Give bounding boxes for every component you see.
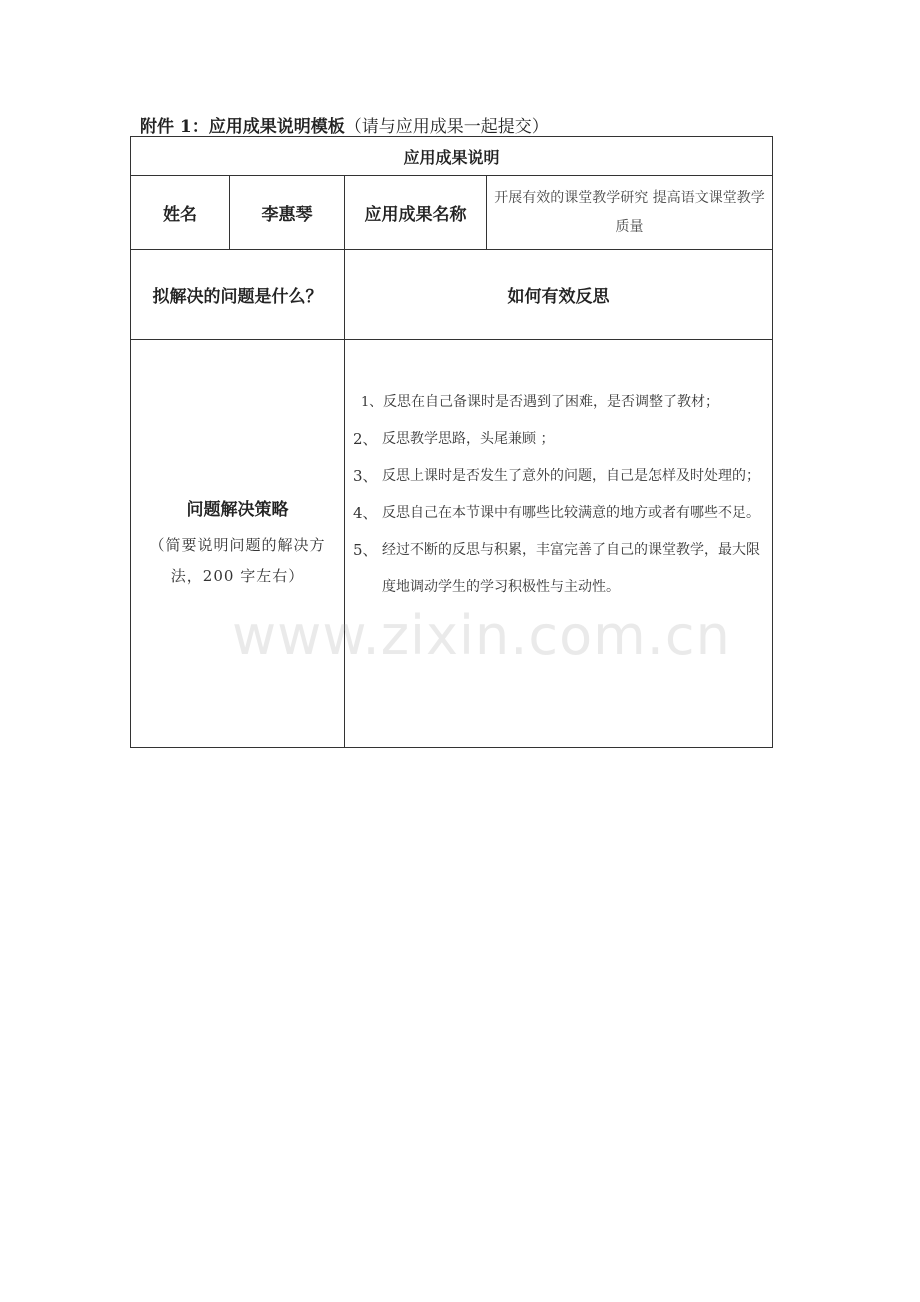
strategy-item-text: 反思教学思路，头尾兼顾 ； [382, 431, 555, 447]
strategy-row [131, 340, 773, 748]
strategy-item [353, 421, 764, 458]
table-title-row [131, 137, 773, 176]
table-title: 应用成果说明 [131, 137, 773, 176]
heading-note: （请与应用成果一起提交） [344, 117, 549, 137]
strategy-item-number: 5、 [353, 541, 378, 559]
strategy-item [353, 495, 764, 532]
strategy-item [353, 384, 764, 421]
document-heading [140, 112, 549, 137]
strategy-item-text: 反思上课时是否发生了意外的问题，自己是怎样及时处理的； [382, 468, 760, 484]
achievement-form-table [130, 136, 773, 748]
strategy-note: （简要说明问题的解决方法，200 字左右） [149, 536, 326, 585]
strategy-item-number: 4、 [353, 504, 378, 522]
strategy-content-cell [345, 340, 773, 748]
watermark: www.zixin.com.cn [232, 604, 731, 667]
strategy-list [353, 384, 764, 606]
question-label: 拟解决的问题是什么？ [131, 250, 345, 340]
name-value: 李惠琴 [230, 176, 345, 250]
strategy-item [353, 458, 764, 495]
strategy-label-cell [131, 340, 345, 748]
achievement-name-value: 开展有效的课堂教学研究 提高语文课堂教学质量 [487, 176, 773, 250]
strategy-item-number: 1、 [361, 395, 383, 410]
name-label: 姓名 [131, 176, 230, 250]
strategy-item-number: 3、 [353, 467, 378, 485]
question-value: 如何有效反思 [345, 250, 773, 340]
question-row [131, 250, 773, 340]
heading-title: 附件 1：应用成果说明模板 [140, 117, 345, 137]
info-row [131, 176, 773, 250]
strategy-item [353, 532, 764, 606]
achievement-name-label: 应用成果名称 [345, 176, 487, 250]
strategy-label: 问题解决策略 [186, 500, 289, 520]
strategy-item-text: 反思自己在本节课中有哪些比较满意的地方或者有哪些不足。 [382, 505, 760, 521]
strategy-item-text: 经过不断的反思与积累，丰富完善了自己的课堂教学，最大限度地调动学生的学习积极性与主动性。 [382, 542, 760, 595]
strategy-item-number: 2、 [353, 430, 378, 448]
strategy-item-text: 反思在自己备课时是否遇到了困难，是否调整了教材； [383, 394, 719, 410]
